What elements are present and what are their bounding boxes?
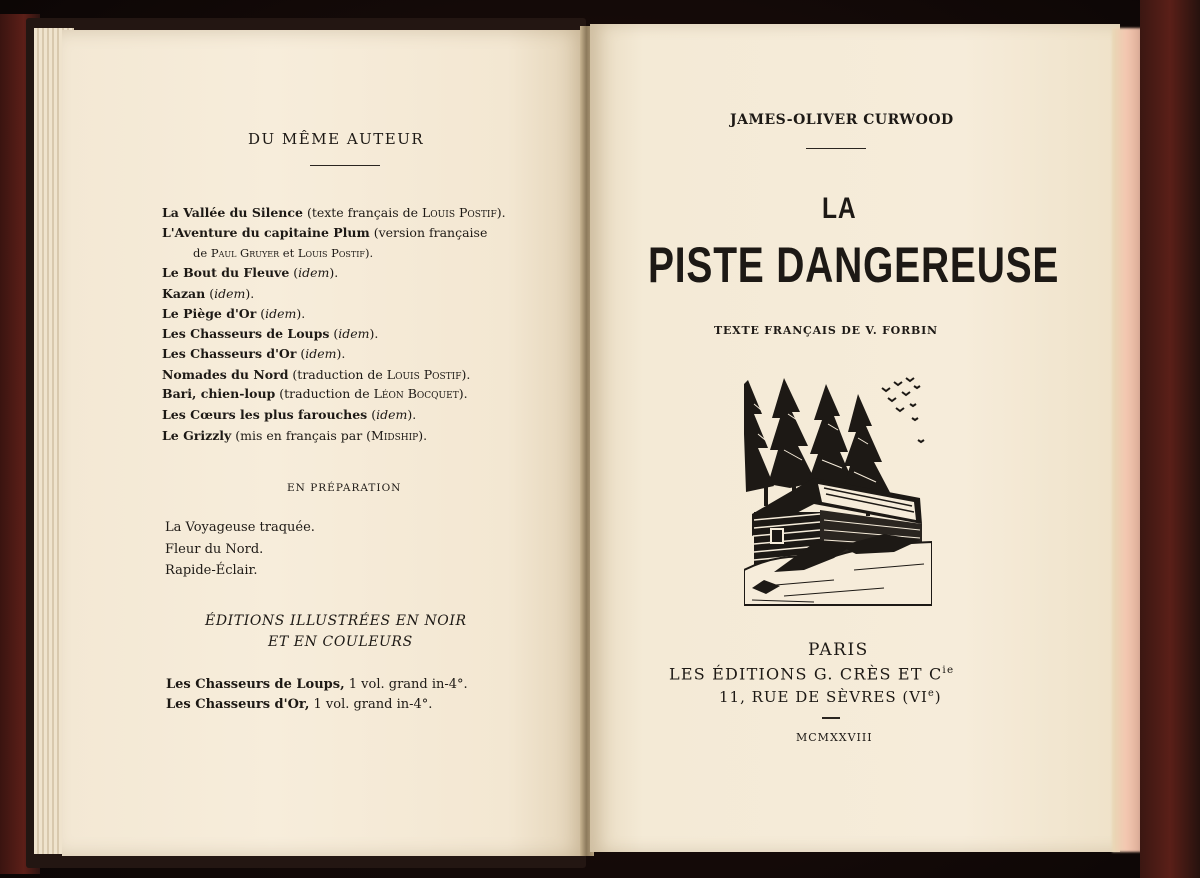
forthcoming-item: Rapide-Éclair. (165, 563, 258, 578)
preparation-heading: EN PRÉPARATION (287, 482, 402, 494)
work-item: Le Bout du Fleuve (idem). (162, 265, 339, 280)
year-rule (822, 717, 840, 719)
author-rule (806, 148, 866, 149)
work-item: La Vallée du Silence (texte français de Louis Postif). (162, 205, 506, 220)
forthcoming-item: La Voyageuse traquée. (165, 520, 315, 535)
work-item-continued: de Paul Gruyer et Louis Postif). (193, 246, 374, 260)
heading-rule (310, 165, 380, 166)
translator-credit: TEXTE FRANÇAIS DE V. FORBIN (714, 324, 938, 337)
birds-icon (882, 378, 924, 442)
work-item: Le Piège d'Or (idem). (162, 306, 306, 321)
illustrated-item: Les Chasseurs de Loups, 1 vol. grand in-4°. (166, 677, 468, 692)
illustrated-editions-heading: ÉDITIONS ILLUSTRÉES EN NOIR (205, 613, 467, 629)
work-item: Bari, chien-loup (traduction de Léon Bocquet). (162, 386, 468, 401)
publisher-name: LES ÉDITIONS G. CRÈS ET $C^{ie}$ (669, 664, 955, 684)
work-item: Les Chasseurs d'Or (idem). (162, 346, 346, 361)
work-item: Kazan (idem). (162, 286, 255, 301)
publisher-address: 11, RUE DE SÈVRES (VIe) (719, 688, 942, 706)
work-item: Le Grizzly (mis en français par (Midship). (162, 428, 428, 443)
forthcoming-item: Fleur du Nord. (165, 542, 264, 557)
illustrated-item: Les Chasseurs d'Or, 1 vol. grand in-4°. (166, 697, 433, 712)
same-author-heading: DU MÊME AUTEUR (248, 130, 425, 148)
book-title-line1: LA (822, 192, 857, 225)
work-item: Les Cœurs les plus farouches (idem). (162, 407, 417, 422)
work-item: Les Chasseurs de Loups (idem). (162, 326, 379, 341)
woodcut-illustration (744, 374, 932, 606)
author-name: JAMES-OLIVER CURWOOD (730, 112, 954, 128)
book-title-line2: PISTE DANGEREUSE (648, 237, 1060, 293)
work-item: Nomades du Nord (traduction de Louis Postif). (162, 367, 471, 382)
work-item: L'Aventure du capitaine Plum (version française (162, 225, 488, 240)
illustrated-editions-subheading: ET EN COULEURS (268, 634, 413, 650)
book-cover-right (1140, 0, 1200, 878)
publication-city: PARIS (808, 640, 869, 660)
publication-year: MCMXXVIII (796, 731, 873, 744)
